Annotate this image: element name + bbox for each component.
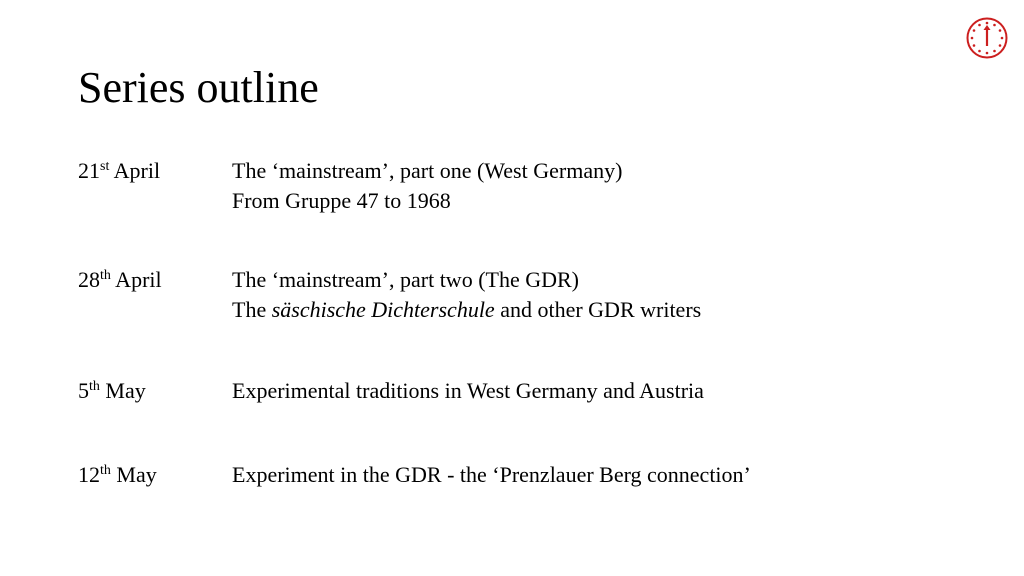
entry-date	[78, 460, 228, 494]
date-ordinal: th	[100, 463, 111, 478]
entry-topics	[232, 376, 704, 406]
topic-line: Experiment in the GDR - the ‘Prenzlauer Berg connection’	[232, 462, 751, 487]
topic-line: From Gruppe 47 to 1968	[232, 188, 451, 213]
date-day: 21	[78, 158, 100, 183]
date-ordinal: th	[89, 379, 100, 394]
date-day: 5	[78, 378, 89, 403]
date-day: 28	[78, 267, 100, 292]
slide-title: Series outline	[78, 63, 319, 112]
date-month: April	[109, 158, 161, 183]
topic-text: The	[232, 297, 272, 322]
date-month: May	[110, 462, 157, 487]
topic-line: Experimental traditions in West Germany and Austria	[232, 378, 704, 403]
date-day: 12	[78, 462, 100, 487]
date-month: May	[99, 378, 146, 403]
entry-topics	[232, 460, 751, 490]
entry-topics	[232, 265, 701, 325]
topic-line	[232, 295, 701, 325]
entry-date	[78, 265, 228, 299]
entry-topics	[232, 156, 622, 216]
date-ordinal: th	[100, 268, 111, 283]
entry-date	[78, 376, 228, 410]
topic-line: The ‘mainstream’, part two (The GDR)	[232, 267, 579, 292]
clock-icon	[965, 16, 1009, 60]
entry-date	[78, 156, 228, 190]
date-month: April	[110, 267, 162, 292]
topic-line: The ‘mainstream’, part one (West Germany)	[232, 158, 623, 183]
topic-text: and other GDR writers	[494, 297, 702, 322]
topic-italic-term: säschische Dichterschule	[271, 297, 495, 322]
date-ordinal: st	[100, 159, 110, 174]
